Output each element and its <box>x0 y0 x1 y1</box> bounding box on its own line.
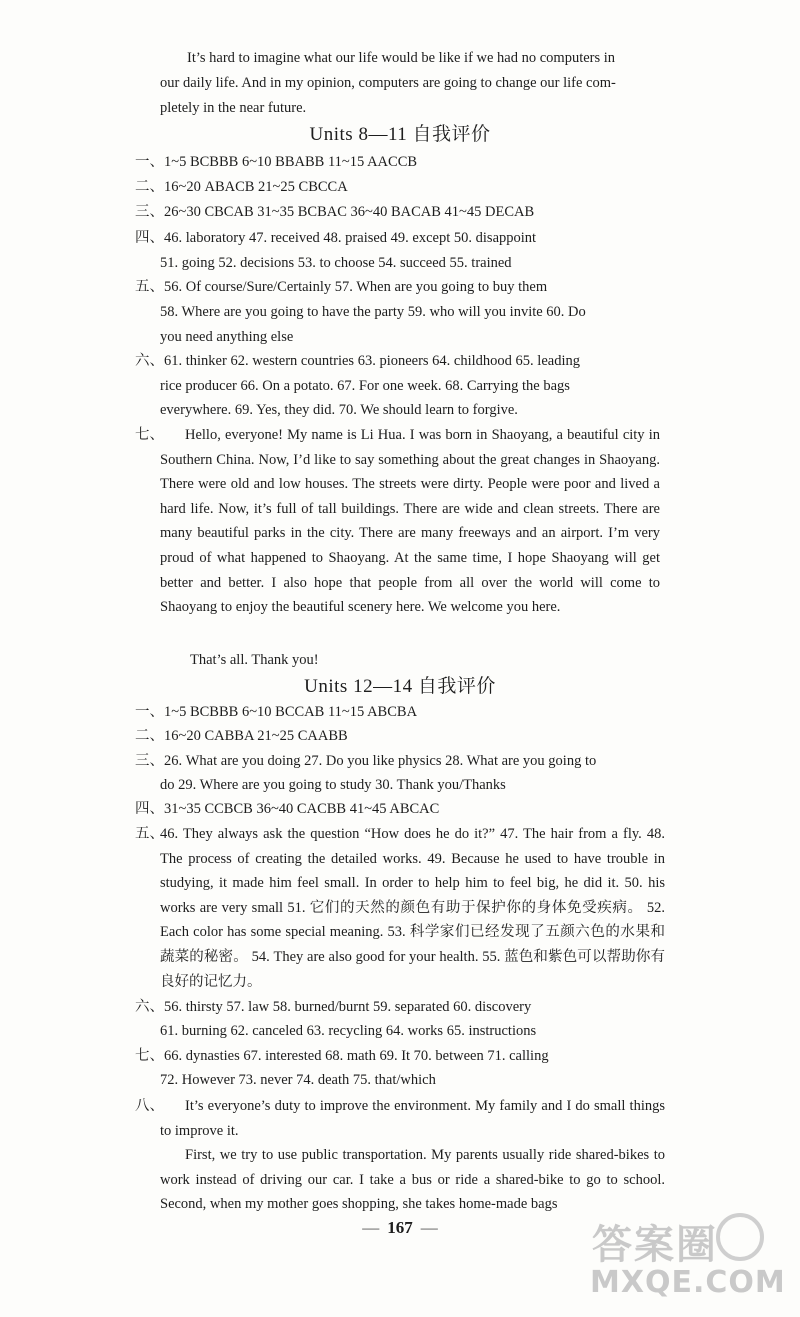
answer-line: 二、16~20 ABACB 21~25 CBCCA <box>135 179 348 195</box>
page-number-value: 167 <box>387 1218 413 1237</box>
section-label: 七、 <box>135 427 164 443</box>
answer-line: everywhere. 69. Yes, they did. 70. We should learn to forgive. <box>160 402 518 418</box>
essay-paragraph: First, we try to use public transportation. My parents usually ride shared-bikes to work instead of driving our car. I take a bus or ride a shared-bike to go to school. Second, when my mother goes shopping, she takes home-made bags <box>160 1147 665 1213</box>
essay-paragraph: Hello, everyone! My name is Li Hua. I was born in Shaoyang, a beautiful city in Southern China. Now, I’d like to say something about the great changes in Shaoyang. There were old and low houses. The streets were dirty. People were poor and lived a hard life. Now, it’s full of tall buildings. There are wide and clean streets. There are many beautiful parks in the city. There are many freeways and an airport. I’m very proud of what happened to Shaoyang. At the same time, I hope Shaoyang will get better and better. I also hope that people from all over the world will come to Shaoyang to enjoy the beautiful scenery here. We welcome you here. <box>160 427 660 616</box>
section-label: 八、 <box>135 1098 164 1114</box>
answer-line: 六、61. thinker 62. western countries 63. pioneers 64. childhood 65. leading <box>135 353 580 369</box>
watermark-logo <box>582 1205 786 1305</box>
answer-line: 51. going 52. decisions 53. to choose 54. succeed 55. trained <box>160 255 512 271</box>
answer-line: rice producer 66. On a potato. 67. For one week. 68. Carrying the bags <box>160 378 570 394</box>
page-number-dash-right: — <box>420 1218 438 1237</box>
answer-line: 六、56. thirsty 57. law 58. burned/burnt 59. separated 60. discovery <box>135 999 532 1015</box>
answer-line: 72. However 73. never 74. death 75. that/which <box>160 1072 436 1088</box>
answer-line: 三、26. What are you doing 27. Do you like physics 28. What are you going to <box>135 753 597 769</box>
answer-line: 七、66. dynasties 67. interested 68. math 69. It 70. between 71. calling <box>135 1048 549 1064</box>
essay-closing: That’s all. Thank you! <box>190 652 319 668</box>
intro-line-2: our daily life. And in my opinion, computers are going to change our life com- <box>160 75 616 91</box>
answer-line: 二、16~20 CABBA 21~25 CAABB <box>135 728 348 744</box>
answer-line: 一、1~5 BCBBB 6~10 BCCAB 11~15 ABCBA <box>135 704 418 720</box>
intro-line-3: pletely in the near future. <box>160 100 307 116</box>
essay-paragraph: It’s everyone’s duty to improve the environment. My family and I do small things to improve it. <box>160 1098 665 1139</box>
section-title-units-8-11: Units 8—11 自我评价 <box>309 124 491 145</box>
watermark-text-url: MXQE.COM <box>590 1265 786 1300</box>
answer-line: 五、56. Of course/Sure/Certainly 57. When are you going to buy them <box>135 279 548 295</box>
intro-line-1: It’s hard to imagine what our life would be like if we had no computers in <box>187 50 616 66</box>
watermark-text-cn: 答案圈 <box>592 1222 718 1268</box>
answer-line: 四、46. laboratory 47. received 48. praised 49. except 50. disappoint <box>135 230 537 246</box>
answer-line: 四、31~35 CCBCB 36~40 CACBB 41~45 ABCAC <box>135 801 440 817</box>
answer-line: you need anything else <box>160 329 294 345</box>
answer-line: do 29. Where are you going to study 30. Thank you/Thanks <box>160 777 506 793</box>
page-number-dash-left: — <box>362 1218 380 1237</box>
answer-line: 三、26~30 CBCAB 31~35 BCBAC 36~40 BACAB 41~45 DECAB <box>135 204 535 220</box>
answer-paragraph: 46. They always ask the question “How does he do it?” 47. The hair from a fly. 48. The process of creating the detailed works. 49. Because he used to have trouble in studying, it made him feel small. In order to help him to feel big, he did it. 50. his works are very small 51. 它们的天然的颜色有助于保护你的身体免受疾病。 52. Each color has some special meaning. 53. 科学家们已经发现了五颜六色的水果和蔬菜的秘密。 54. They are also good for your health. 55. 蓝色和紫色可以帮助你有良好的记忆力。 <box>160 826 665 990</box>
answer-line: 58. Where are you going to have the party 59. who will you invite 60. Do <box>160 304 586 320</box>
section-title-units-12-14: Units 12—14 自我评价 <box>304 676 496 697</box>
answer-line: 61. burning 62. canceled 63. recycling 64. works 65. instructions <box>160 1023 537 1039</box>
answer-line: 一、1~5 BCBBB 6~10 BBABB 11~15 AACCB <box>135 154 418 170</box>
section-label: 五、 <box>135 826 164 842</box>
